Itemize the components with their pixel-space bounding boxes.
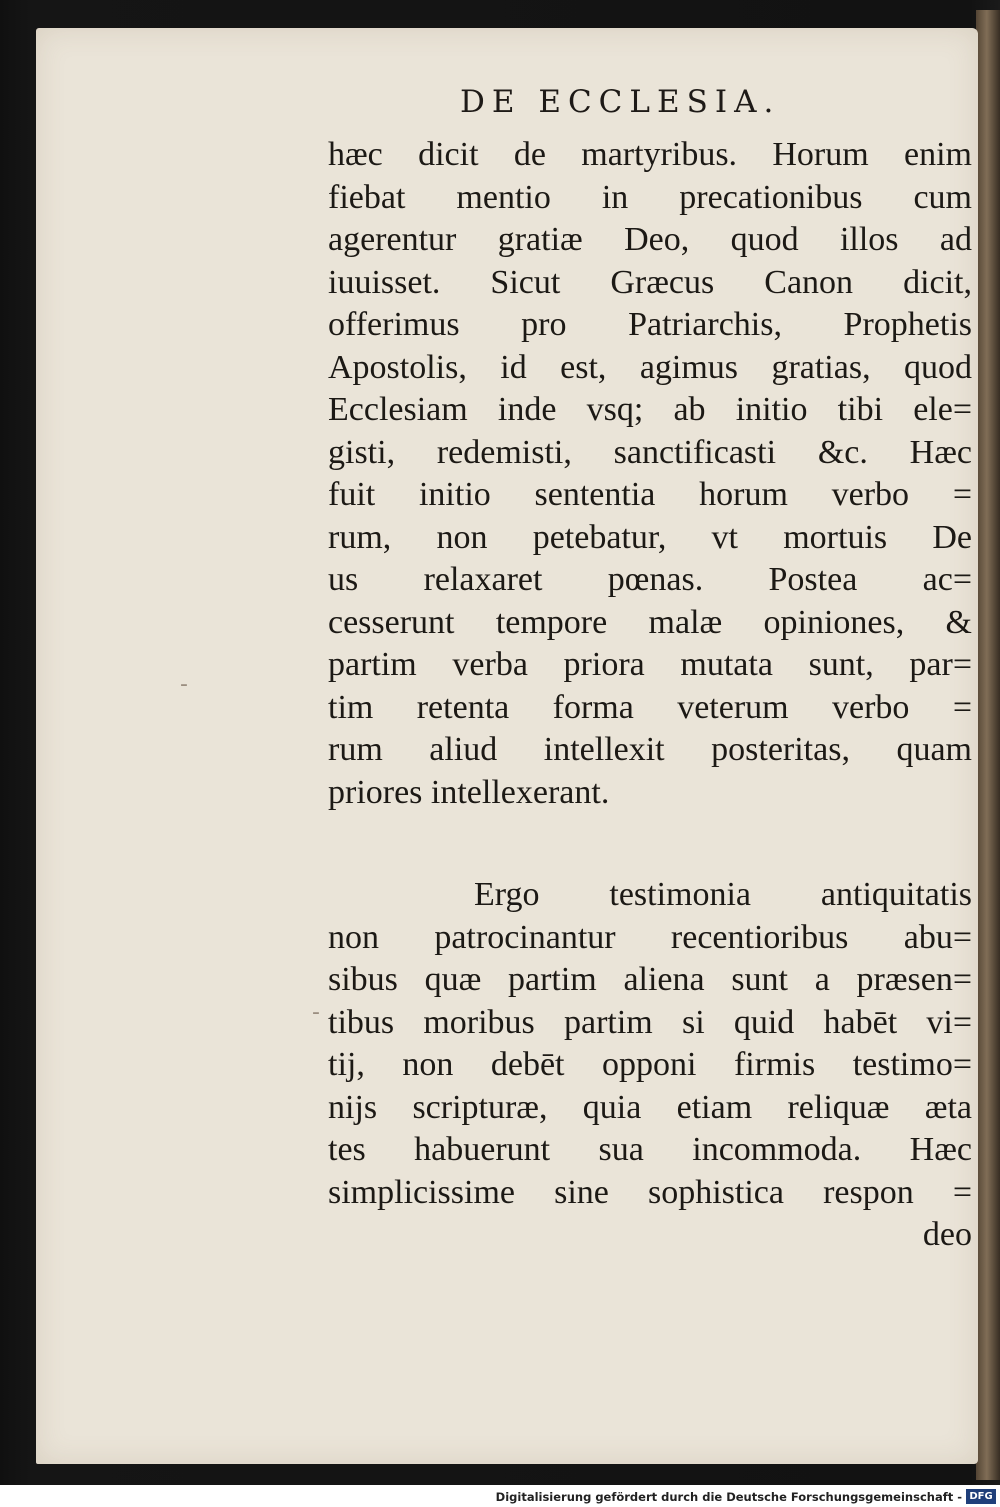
catchword: deo	[922, 1216, 972, 1253]
text-line: non patrocinantur recentioribus abu=	[328, 918, 972, 956]
book-page-edge	[976, 10, 1000, 1480]
text-line: hæc dicit de martyribus. Horum enim	[328, 136, 972, 173]
text-line: rum, non petebatur, vt mortuis De	[328, 518, 972, 556]
text-line: priores intellexerant.	[328, 773, 610, 811]
text-line: rum aliud intellexit posteritas, quam	[328, 731, 972, 768]
text-line: tes habuerunt sua incommoda. Hæc	[328, 1131, 972, 1168]
text-line: sibus quæ partim aliena sunt a præsen=	[328, 961, 972, 998]
digitization-credit: Digitalisierung gefördert durch die Deutsche Forschungsgemeinschaft -	[495, 1490, 962, 1504]
running-head: DE ECCLESIA.	[460, 84, 781, 120]
text-line: Ecclesiam inde vsq; ab initio tibi ele=	[328, 391, 972, 428]
margin-dash-mark: -	[312, 1000, 320, 1025]
text-line: tij, non debēt opponi firmis testimo=	[328, 1046, 972, 1083]
text-line: tim retenta forma veterum verbo =	[328, 688, 972, 726]
dfg-logo: DFG	[966, 1489, 996, 1504]
text-line: Ergo testimonia antiquitatis	[474, 876, 972, 913]
text-line: cesserunt tempore malæ opiniones, &	[328, 603, 972, 641]
text-line: tibus moribus partim si quid habēt vi=	[328, 1003, 972, 1041]
text-line: us relaxaret pœnas. Postea ac=	[328, 561, 972, 598]
text-line: iuuisset. Sicut Græcus Canon dicit,	[328, 263, 972, 301]
text-line: fiebat mentio in precationibus cum	[328, 178, 972, 216]
margin-dash-mark: -	[180, 672, 188, 697]
footer-band	[0, 1485, 1000, 1507]
text-line: Apostolis, id est, agimus gratias, quod	[328, 348, 972, 386]
text-line: partim verba priora mutata sunt, par=	[328, 646, 972, 683]
text-line: gisti, redemisti, sanctificasti &c. Hæc	[328, 433, 972, 471]
text-line: offerimus pro Patriarchis, Prophetis	[328, 306, 972, 343]
text-line: fuit initio sententia horum verbo =	[328, 476, 972, 513]
text-line: agerentur gratiæ Deo, quod illos ad	[328, 221, 972, 258]
text-line: simplicissime sine sophistica respon =	[328, 1173, 972, 1211]
paragraph-gap	[328, 814, 972, 874]
main-text	[328, 134, 972, 1257]
text-line: nijs scripturæ, quia etiam reliquæ æta	[328, 1088, 972, 1126]
